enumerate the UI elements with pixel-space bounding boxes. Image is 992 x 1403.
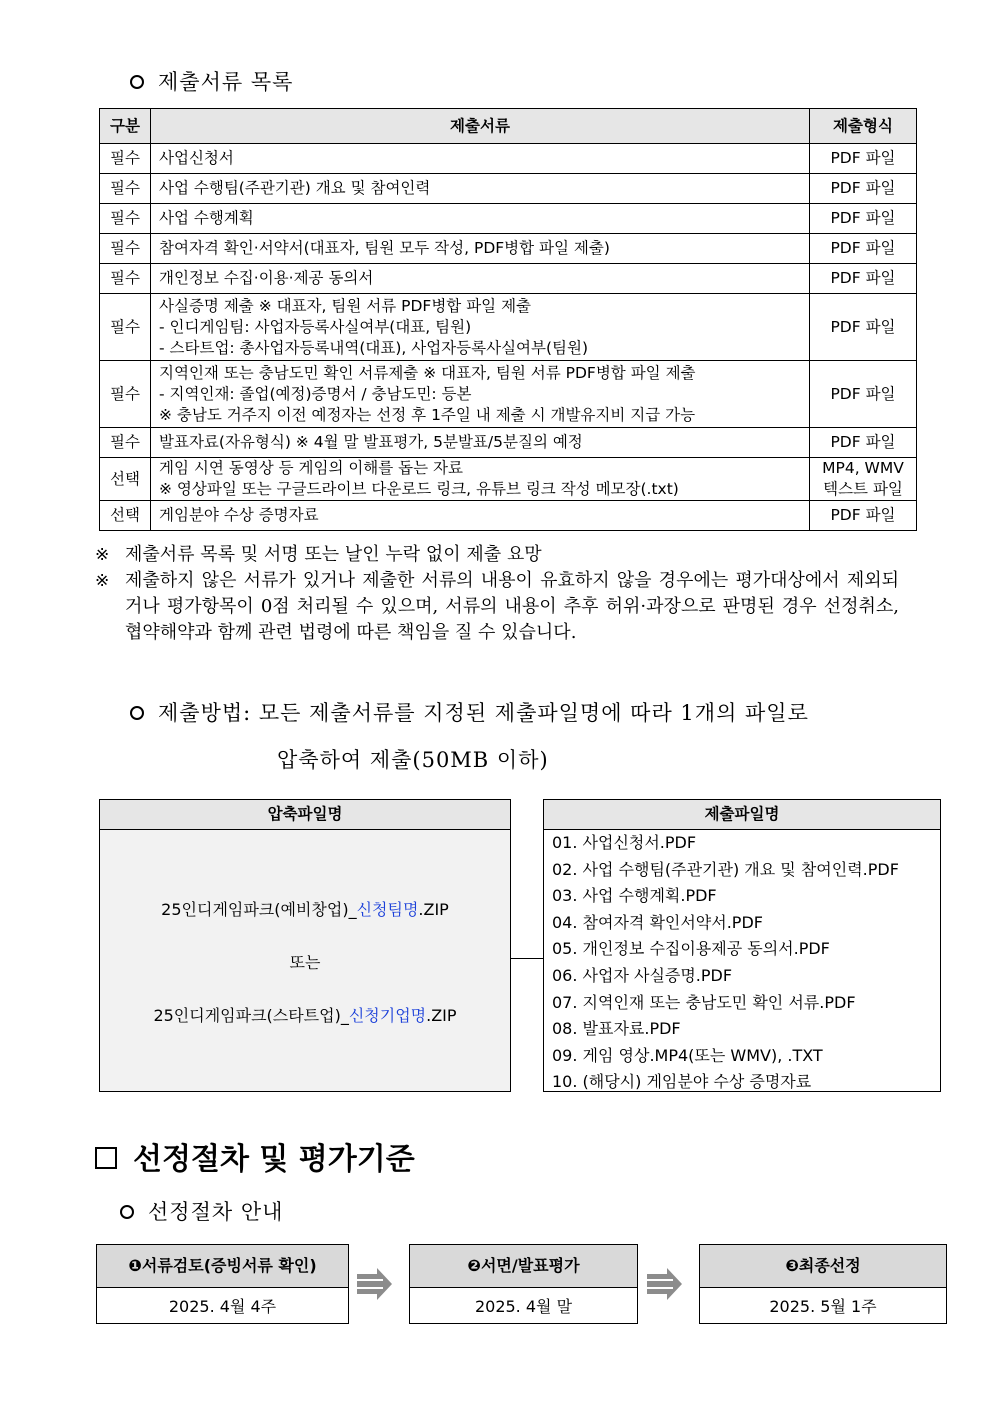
row-type: 필수	[100, 204, 151, 234]
circle-bullet-icon	[130, 75, 144, 89]
row-type: 필수	[100, 234, 151, 264]
row-type: 선택	[100, 458, 151, 501]
format-line: PDF 파일	[830, 506, 896, 524]
row-format	[810, 294, 917, 361]
row-docs	[151, 361, 810, 428]
row-docs	[151, 234, 810, 264]
table-header-row	[100, 109, 917, 144]
doc-line: ※ 충남도 거주지 이전 예정자는 선정 후 1주일 내 제출 시 개발유지비 지급 가능	[159, 405, 696, 424]
row-format	[810, 501, 917, 531]
format-line: PDF 파일	[830, 384, 896, 403]
header-format: 제출형식	[810, 109, 917, 144]
doc-line: - 스타트업: 총사업자등록내역(대표), 사업자등록사실여부(팀원)	[159, 338, 589, 357]
zip-name-startup: 25인디게임파크(스타트업)_신청기업명.ZIP	[153, 1006, 457, 1025]
company-name-placeholder: 신청기업명	[348, 1006, 427, 1025]
file-name-item: 07. 지역인재 또는 충남도민 확인 서류.PDF	[552, 992, 856, 1012]
doc-line: 사업신청서	[159, 149, 234, 167]
table-row	[100, 361, 917, 428]
step-document-review	[96, 1244, 349, 1324]
notes	[95, 542, 899, 646]
doc-line: 사업 수행팀(주관기관) 개요 및 참여인력	[159, 179, 431, 197]
format-line: PDF 파일	[830, 269, 896, 287]
row-type: 필수	[100, 264, 151, 294]
step-date: 2025. 4월 말	[474, 1297, 573, 1316]
row-type: 필수	[100, 174, 151, 204]
row-docs	[151, 264, 810, 294]
row-type: 필수	[100, 294, 151, 361]
step-date: 2025. 5월 1주	[769, 1297, 877, 1316]
row-format	[810, 264, 917, 294]
table-row	[100, 294, 917, 361]
note-text: 제출하지 않은 서류가 있거나 제출한 서류의 내용이 유효하지 않을 경우에는 평가대상에서 제외되거나 평가항목이 0점 처리될 수 있으며, 서류의 내용이 추후 허위·과장으로 판명된 경우 선정취소, 협약해약과 함께 관련 법령에 따른 책임을 질 수 있습니다.	[125, 570, 899, 643]
row-type: 필수	[100, 144, 151, 174]
file-name-box	[543, 799, 941, 1092]
file-name-item: 10. (해당시) 게임분야 수상 증명자료	[552, 1072, 812, 1092]
row-docs	[151, 174, 810, 204]
note-text: 제출서류 목록 및 서명 또는 날인 누락 없이 제출 요망	[125, 544, 542, 565]
note-mark: ※	[95, 571, 110, 591]
arrow-right-icon	[645, 1267, 683, 1301]
doc-line: 발표자료(자유형식) ※ 4월 말 발표평가, 5분발표/5분질의 예정	[159, 433, 583, 451]
zip-or: 또는	[289, 953, 321, 972]
row-docs	[151, 428, 810, 458]
format-line: PDF 파일	[830, 149, 896, 167]
step-label: ❶서류검토(증빙서류 확인)	[97, 1245, 348, 1288]
arrow-right-icon	[355, 1267, 393, 1301]
doc-line: 참여자격 확인·서약서(대표자, 팀원 모두 작성, PDF병합 파일 제출)	[159, 239, 610, 257]
file-name-item: 09. 게임 영상.MP4(또는 WMV), .TXT	[552, 1045, 823, 1065]
table-row	[100, 234, 917, 264]
doc-line: 게임 시연 동영상 등 게임의 이해를 돕는 자료	[159, 459, 464, 477]
square-bullet-icon	[95, 1147, 117, 1169]
row-format	[810, 204, 917, 234]
doc-list-title: 제출서류 목록	[130, 66, 293, 96]
row-format	[810, 361, 917, 428]
selection-section-title: 선정절차 및 평가기준	[95, 1134, 415, 1178]
doc-line: 게임분야 수상 증명자료	[159, 506, 319, 524]
table-row	[100, 144, 917, 174]
doc-line: 사업 수행계획	[159, 209, 254, 227]
note-item	[95, 568, 899, 646]
doc-line: 지역인재 또는 충남도민 확인 서류제출 ※ 대표자, 팀원 서류 PDF병합 파일 제출	[159, 363, 696, 382]
step-evaluation	[409, 1244, 638, 1324]
team-name-placeholder: 신청팀명	[356, 900, 419, 919]
table-row	[100, 501, 917, 531]
file-name-list	[544, 830, 940, 1096]
format-line: PDF 파일	[830, 239, 896, 257]
header-docs: 제출서류	[151, 109, 810, 144]
row-format	[810, 234, 917, 264]
circle-bullet-icon	[130, 706, 144, 720]
format-line: 텍스트 파일	[823, 480, 903, 498]
row-format	[810, 174, 917, 204]
zip-name-box	[99, 799, 511, 1092]
zip-name-prebiz: 25인디게임파크(예비창업)_신청팀명.ZIP	[161, 900, 449, 919]
file-name-item: 01. 사업신청서.PDF	[552, 833, 697, 852]
doc-list-table	[99, 108, 917, 531]
note-mark: ※	[95, 545, 110, 565]
file-name-item: 06. 사업자 사실증명.PDF	[552, 965, 733, 985]
file-name-item: 02. 사업 수행팀(주관기관) 개요 및 참여인력.PDF	[552, 859, 899, 879]
format-line: MP4, WMV	[822, 459, 904, 477]
row-type: 필수	[100, 428, 151, 458]
submission-method-cont: 압축하여 제출(50MB 이하)	[277, 748, 549, 772]
format-line: PDF 파일	[830, 433, 896, 451]
circle-bullet-icon	[120, 1205, 134, 1219]
step-final-selection	[699, 1244, 947, 1324]
table-row	[100, 204, 917, 234]
doc-line: - 인디게임팀: 사업자등록사실여부(대표, 팀원)	[159, 317, 472, 336]
row-docs	[151, 458, 810, 501]
row-format	[810, 428, 917, 458]
format-line: PDF 파일	[830, 317, 896, 336]
step-date: 2025. 4월 4주	[168, 1297, 277, 1316]
row-format	[810, 144, 917, 174]
note-item	[95, 542, 899, 568]
doc-line: 개인정보 수집·이용·제공 동의서	[159, 269, 374, 287]
row-docs	[151, 501, 810, 531]
step-label: ❸최종선정	[700, 1245, 946, 1288]
file-name-item: 03. 사업 수행계획.PDF	[552, 886, 717, 906]
doc-line: ※ 영상파일 또는 구글드라이브 다운로드 링크, 유튜브 링크 작성 메모장(.txt)	[159, 480, 679, 498]
format-line: PDF 파일	[830, 179, 896, 197]
row-format	[810, 458, 917, 501]
header-type: 구분	[100, 109, 151, 144]
file-name-item: 05. 개인정보 수집이용제공 동의서.PDF	[552, 939, 830, 959]
row-docs	[151, 204, 810, 234]
row-docs	[151, 294, 810, 361]
row-docs	[151, 144, 810, 174]
doc-line: - 지역인재: 졸업(예정)증명서 / 충남도민: 등본	[159, 384, 472, 403]
submission-method: 제출방법: 모든 제출서류를 지정된 제출파일명에 따라 1개의 파일로	[130, 697, 809, 727]
format-line: PDF 파일	[830, 209, 896, 227]
table-row	[100, 428, 917, 458]
row-type: 필수	[100, 361, 151, 428]
procedure-subtitle: 선정절차 안내	[120, 1196, 283, 1226]
table-row	[100, 174, 917, 204]
file-box-header: 제출파일명	[544, 800, 940, 830]
zip-box-header: 압축파일명	[100, 800, 510, 830]
table-row	[100, 264, 917, 294]
box-connector-line	[511, 958, 543, 959]
file-name-item: 08. 발표자료.PDF	[552, 1019, 681, 1039]
doc-line: 사실증명 제출 ※ 대표자, 팀원 서류 PDF병합 파일 제출	[159, 296, 532, 315]
step-label: ❷서면/발표평가	[410, 1245, 637, 1288]
row-type: 선택	[100, 501, 151, 531]
table-row	[100, 458, 917, 501]
file-name-item: 04. 참여자격 확인서약서.PDF	[552, 912, 763, 932]
